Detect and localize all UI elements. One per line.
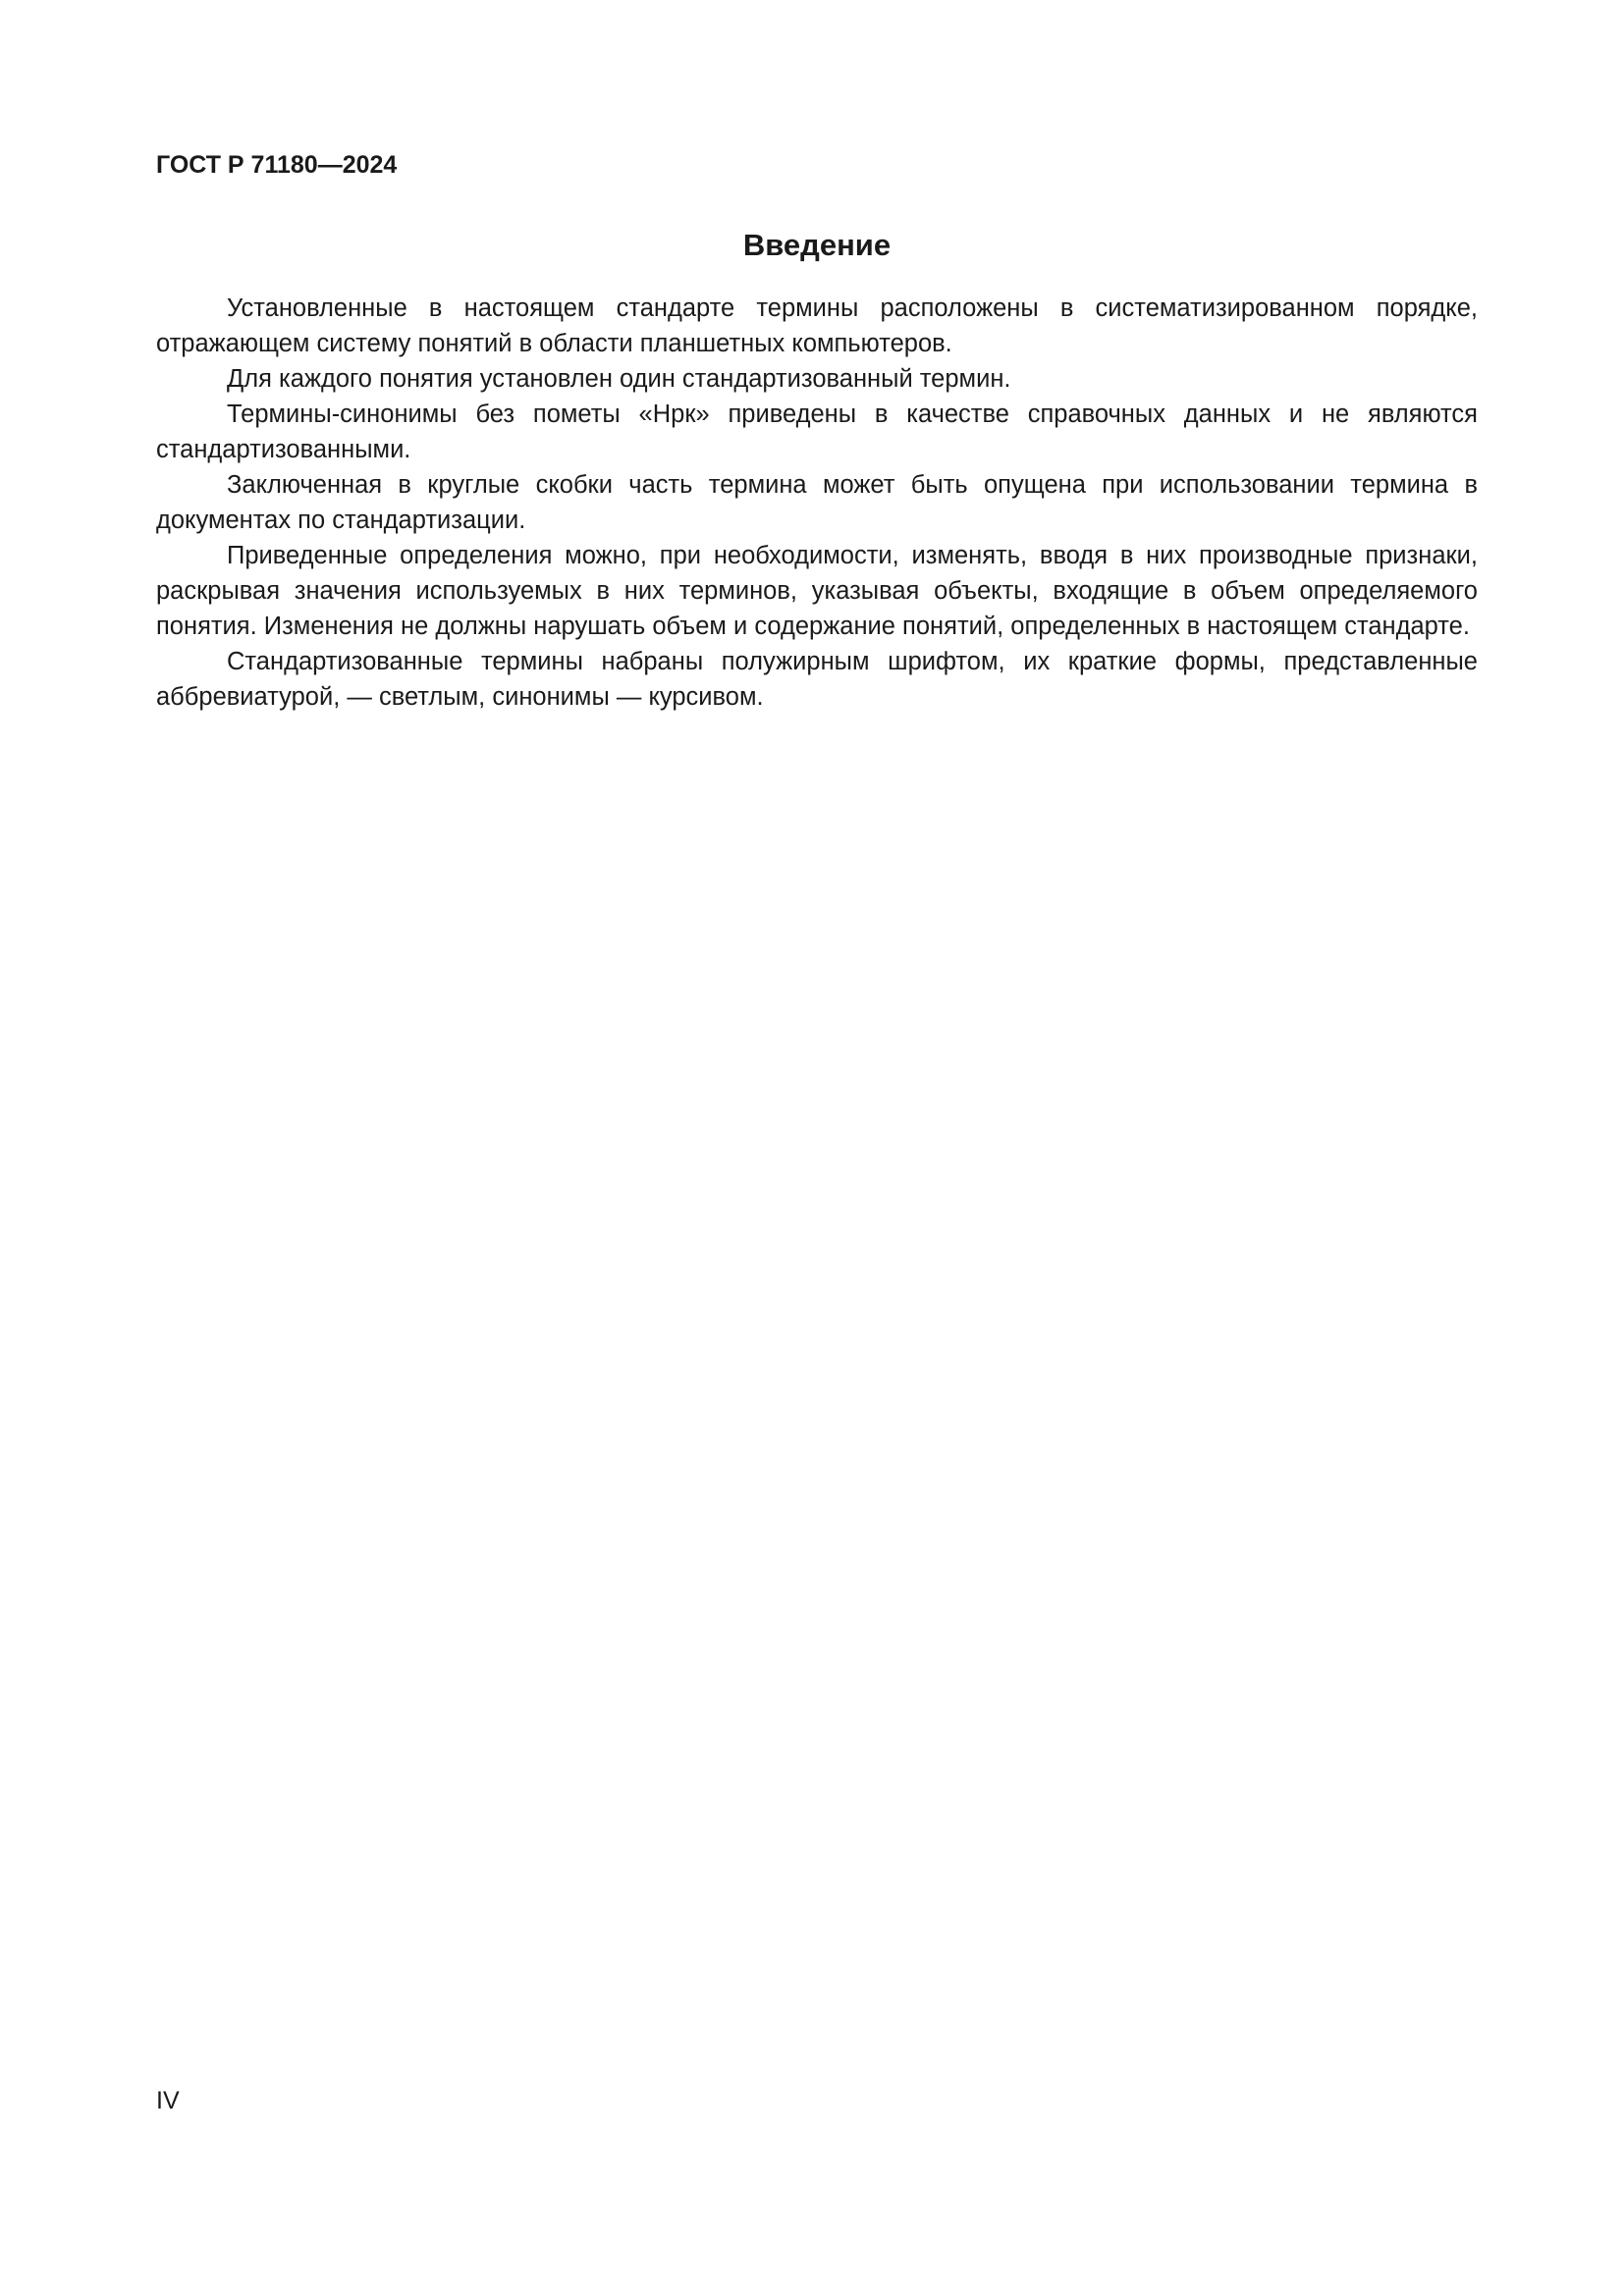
paragraph: Стандартизованные термины набраны полужирным шрифтом, их краткие формы, представленные аббревиатурой, — светлым, синонимы — курсивом. bbox=[156, 648, 1478, 711]
paragraph: Приведенные определения можно, при необходимости, изменять, вводя в них производные признаки, раскрывая значения используемых в них терминов, указывая объекты, входящие в объем определяемого понятия. Изменения не должны нарушать объем и содержание понятий, определенных в настоящем стандарте. bbox=[156, 542, 1478, 640]
page-number: IV bbox=[156, 2087, 180, 2114]
paragraph: Заключенная в круглые скобки часть термина может быть опущена при использовании термина в документах по стандартизации. bbox=[156, 471, 1478, 534]
paragraph: Термины-синонимы без пометы «Нрк» приведены в качестве справочных данных и не являются стандартизованными. bbox=[156, 400, 1478, 463]
paragraph: Установленные в настоящем стандарте термины расположены в систематизированном порядке, отражающем систему понятий в области планшетных компьютеров. bbox=[156, 294, 1478, 357]
document-body bbox=[156, 291, 1478, 715]
paragraph: Для каждого понятия установлен один стандартизованный термин. bbox=[227, 365, 1011, 393]
standard-number: ГОСТ Р 71180—2024 bbox=[156, 151, 398, 179]
section-title: Введение bbox=[742, 228, 892, 262]
